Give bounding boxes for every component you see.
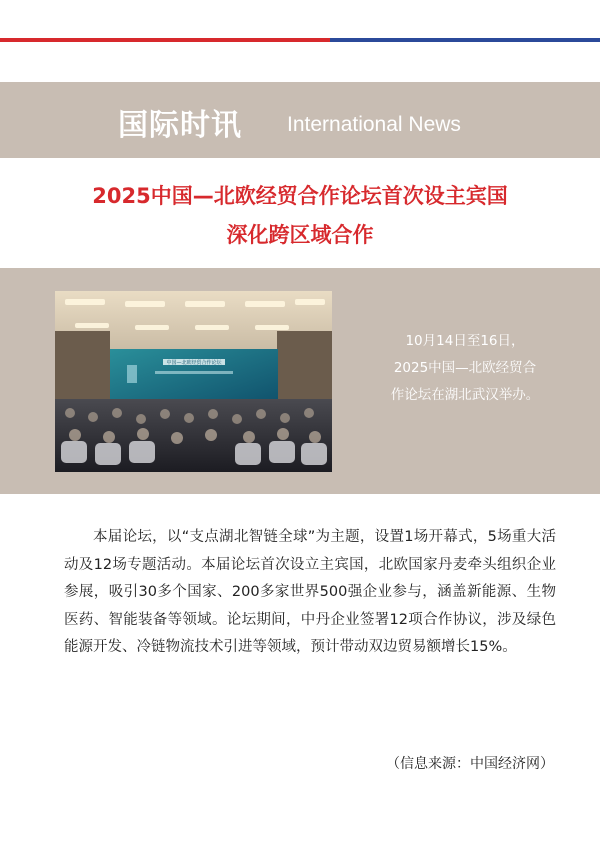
section-title-cn: 国际时讯: [118, 108, 242, 143]
caption-line-3: 作论坛在湖北武汉举办。: [390, 387, 540, 403]
photo-caption: [355, 328, 575, 409]
screen-title: 中国—北欧经贸合作论坛: [166, 360, 222, 366]
section-title-en: International News: [287, 113, 461, 136]
top-rule-red: [0, 38, 330, 42]
forum-photo: [55, 291, 332, 472]
top-rule: [0, 38, 600, 42]
caption-line-2: 2025中国—北欧经贸合: [393, 360, 537, 376]
caption-line-1: 10月14日至16日，: [405, 333, 525, 349]
headline-line-1: 2025中国—北欧经贸合作论坛首次设主宾国: [92, 184, 508, 208]
top-rule-blue: [330, 38, 600, 42]
source-attribution: （信息来源：中国经济网）: [386, 756, 554, 772]
headline-line-2: 深化跨区域合作: [226, 223, 374, 247]
article-body: 本届论坛，以“支点湖北智链全球”为主题，设置1场开幕式，5场重大活动及12场专题活动。本届论坛首次设立主宾国，北欧国家丹麦牵头组织企业参展，吸引30多个国家、200多家世界500强企业参与，涵盖新能源、生物医药、智能装备等领域。论坛期间，中丹企业签署12项合作协议，涉及绿色能源开发、冷链物流技术引进等领域，预计带动双边贸易额增长15%。: [64, 529, 556, 655]
